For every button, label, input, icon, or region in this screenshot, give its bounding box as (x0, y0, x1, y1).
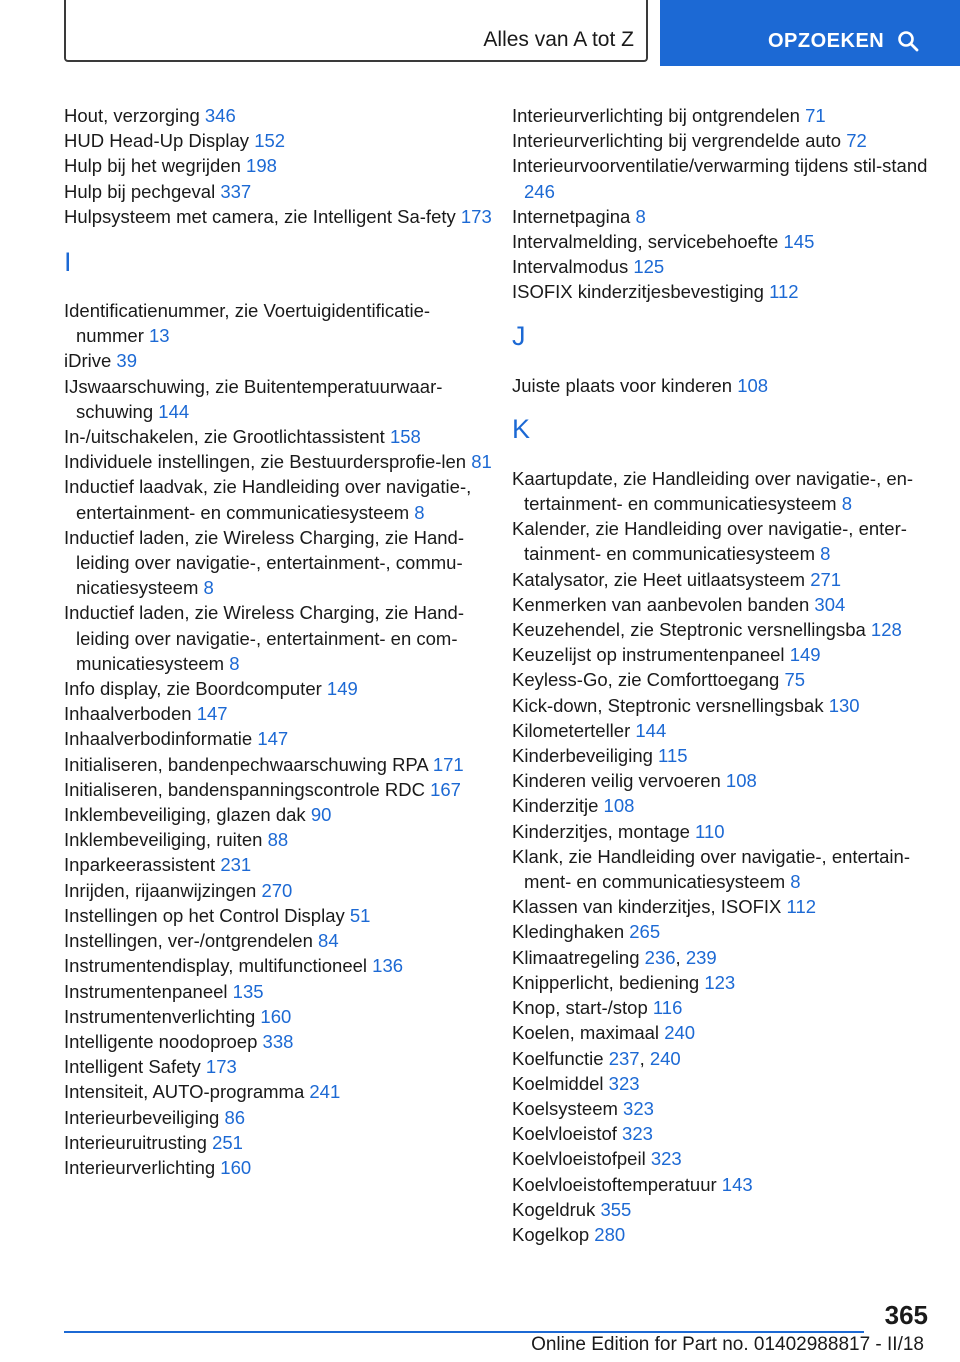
index-entry (64, 128, 494, 153)
search-icon (897, 30, 919, 52)
index-entry-text: IJswaarschuwing, zie Buitentemperatuurwaar-schuwing (64, 375, 443, 422)
footer-divider (64, 1331, 864, 1333)
index-entry (64, 752, 494, 777)
page-reference-link[interactable]: 125 (633, 256, 665, 278)
index-entry-text: Kledinghaken (512, 921, 625, 943)
page-reference-link[interactable]: 8 (229, 652, 240, 674)
index-entry (64, 1155, 494, 1180)
index-entry (512, 1222, 932, 1247)
index-entry (512, 768, 932, 793)
index-entry (512, 567, 932, 592)
page-reference-link[interactable]: 143 (721, 1173, 753, 1195)
page-reference-link[interactable]: 13 (149, 325, 170, 347)
page-reference-link[interactable]: 147 (196, 703, 228, 725)
index-entry-text: Inklembeveiliging, ruiten (64, 829, 263, 851)
index-entry (512, 617, 932, 642)
index-entry-text: Interieuruitrusting (64, 1131, 207, 1153)
index-letter-heading: K (512, 413, 531, 444)
index-entry-text: Hulp bij pechgeval (64, 180, 216, 202)
index-entry (512, 466, 932, 516)
index-entry-text: Interieurverlichting bij ontgrendelen (512, 105, 800, 126)
index-entry (64, 1105, 494, 1130)
page-reference-link[interactable]: 160 (260, 1005, 292, 1027)
page-reference-link[interactable]: 8 (820, 543, 831, 565)
index-entry-text: Klank, zie Handleiding over navigatie-, entertain-ment- en communicatiesysteem (512, 845, 910, 893)
index-entry-text: Initialiseren, bandenspanningscontrole RDC (64, 778, 425, 800)
index-entry-text: Internetpagina (512, 205, 631, 227)
index-letter-heading: I (64, 247, 72, 278)
index-entry (64, 1004, 494, 1029)
page-reference-link[interactable]: 246 (524, 180, 555, 202)
index-column-left (64, 103, 494, 1180)
page-reference-link[interactable]: 173 (460, 205, 492, 227)
index-entry (512, 894, 932, 919)
index-entry (64, 525, 494, 601)
page-reference-link[interactable]: 110 (695, 820, 725, 842)
page-reference-link[interactable]: 130 (828, 694, 860, 716)
page-reference-link[interactable]: 158 (389, 426, 421, 448)
page-reference-link[interactable]: 90 (310, 804, 332, 826)
index-entry-text: Inklembeveiliging, glazen dak (64, 804, 306, 826)
page-reference-link[interactable]: 108 (725, 770, 757, 792)
page-reference-link[interactable]: 337 (220, 180, 252, 202)
page-reference-link[interactable]: 75 (784, 669, 806, 691)
page-reference-link[interactable]: 236 (644, 946, 676, 968)
index-entry (64, 676, 494, 701)
index-entry-text: Interieurverlichting bij vergrendelde auto (512, 130, 842, 152)
index-entry (64, 204, 494, 229)
index-entry (512, 592, 932, 617)
index-entry (512, 1071, 932, 1096)
page-reference-link[interactable]: 135 (232, 980, 264, 1002)
index-entry (512, 516, 932, 566)
index-entry-text: Klimaatregeling (512, 946, 640, 968)
page-reference-link[interactable]: 173 (205, 1056, 237, 1078)
page-reference-link[interactable]: 123 (704, 971, 736, 993)
index-column-right (512, 103, 932, 1247)
index-entry-text: Intervalmelding, servicebehoefte (512, 231, 779, 253)
page-reference-link[interactable]: 86 (224, 1106, 246, 1128)
index-entry (512, 204, 932, 229)
page-reference-link[interactable]: 116 (652, 997, 683, 1019)
index-entry (64, 103, 494, 128)
page-reference-link[interactable]: 71 (805, 105, 826, 126)
page-reference-link[interactable]: 231 (220, 854, 252, 876)
page-reference-link[interactable]: 237 (608, 1047, 640, 1069)
index-entry-text: Koelvloeistof (512, 1123, 617, 1145)
index-entry (64, 153, 494, 178)
index-entry-text: iDrive (64, 350, 112, 372)
index-entry (512, 229, 932, 254)
index-entry-text: Inhaalverboden (64, 703, 192, 725)
index-entry-text: Inductief laden, zie Wireless Charging, zie Hand-leiding over navigatie-, entertainment- en com-municatiesysteem (64, 602, 464, 674)
footer-edition: Online Edition for Part no. 01402988817 - II/18 (531, 1334, 924, 1355)
index-entry (512, 693, 932, 718)
index-entry-text: Intelligente noodoproep (64, 1030, 258, 1052)
index-entry (512, 642, 932, 667)
page-reference-link[interactable]: 198 (246, 155, 277, 177)
index-entry (64, 802, 494, 827)
index-entry (64, 600, 494, 676)
index-entry (64, 903, 494, 928)
index-entry-text: Hulpsysteem met camera, zie Intelligent Sa-fety (64, 205, 456, 227)
index-entry-text: Individuele instellingen, zie Bestuurdersprofie-len (64, 451, 467, 473)
index-entry-text: Katalysator, zie Heet uitlaatsysteem (512, 568, 806, 590)
page-reference-link[interactable]: 81 (471, 451, 492, 473)
page-number: 365 (884, 1300, 928, 1330)
index-entry-text: In-/uitschakelen, zie Grootlichtassistent (64, 426, 385, 448)
index-entry (64, 852, 494, 877)
index-entry-text: Knipperlicht, bediening (512, 971, 700, 993)
index-entry-text: Interieurvoorventilatie/verwarming tijdens stil-stand (512, 155, 928, 177)
index-entry (64, 179, 494, 204)
index-letter-heading: J (512, 320, 526, 351)
index-entry (512, 373, 932, 398)
search-button-label: OPZOEKEN (768, 30, 885, 52)
index-entry (64, 1029, 494, 1054)
index-entry (512, 793, 932, 818)
index-entry-text: Koelen, maximaal (512, 1022, 660, 1044)
page-reference-link[interactable]: 280 (594, 1223, 626, 1245)
index-entry (512, 919, 932, 944)
index-entry (512, 128, 932, 153)
index-entry-text: HUD Head-Up Display (64, 130, 250, 152)
index-entry-text: Koelvloeistofpeil (512, 1148, 646, 1170)
page-reference-link[interactable]: 145 (783, 231, 815, 253)
index-entry (64, 1079, 494, 1104)
index-entry-text: Koelmiddel (512, 1072, 604, 1094)
index-entry-text: Kalender, zie Handleiding over navigatie-, enter-tainment- en communicatiesysteem (512, 518, 907, 565)
index-entry-text: Instrumentendisplay, multifunctioneel (64, 955, 368, 977)
index-entry-text: Intelligent Safety (64, 1056, 201, 1078)
index-entry-text: Inparkeerassistent (64, 854, 216, 876)
index-entry-text: Instellingen op het Control Display (64, 904, 345, 926)
index-entry-text: Inhaalverbodinformatie (64, 728, 253, 750)
index-entry (64, 348, 494, 373)
page-reference-link[interactable]: 136 (372, 955, 404, 977)
page-reference-link[interactable]: 149 (326, 678, 358, 700)
index-entry (512, 718, 932, 743)
page-reference-link[interactable]: 241 (309, 1081, 341, 1103)
page-reference-link[interactable]: 323 (650, 1148, 682, 1170)
index-entry (512, 153, 932, 203)
page-reference-link[interactable]: 108 (737, 374, 769, 396)
index-entry-text: Kogelkop (512, 1223, 590, 1245)
index-entry (64, 979, 494, 1004)
page-reference-link[interactable]: 8 (414, 501, 425, 523)
index-entry-text: Kenmerken van aanbevolen banden (512, 593, 810, 615)
index-entry (64, 474, 494, 524)
index-entry (64, 701, 494, 726)
page-reference-link[interactable]: 240 (649, 1047, 681, 1069)
page-reference-link[interactable]: 323 (622, 1123, 653, 1145)
index-entry (512, 1020, 932, 1045)
index-entry-text: Initialiseren, bandenpechwaarschuwing RPA (64, 753, 428, 775)
index-entry-text: Interieurbeveiliging (64, 1106, 220, 1128)
page-reference-link[interactable]: 8 (203, 577, 214, 599)
index-entry-text: Info display, zie Boordcomputer (64, 678, 322, 700)
index-entry: Koelfunctie 237, 240 (512, 1047, 681, 1069)
index-entry-text: Kick-down, Steptronic versnellingsbak (512, 694, 824, 716)
index-entry-text: Koelsysteem (512, 1097, 618, 1119)
page-reference-link[interactable]: 304 (814, 593, 846, 615)
index-entry (512, 995, 932, 1020)
index-entry: Klimaatregeling 236, 239 (512, 946, 717, 968)
page-reference-link[interactable]: 271 (810, 568, 842, 590)
page-reference-link[interactable]: 8 (790, 871, 801, 893)
page-reference-link[interactable]: 51 (349, 904, 371, 926)
index-entry-text: Instrumentenpaneel (64, 980, 228, 1002)
index-entry-text: Knop, start-/stop (512, 997, 648, 1019)
top-navigation (0, 0, 960, 66)
page-reference-link[interactable]: 112 (786, 896, 817, 918)
page-reference-link[interactable]: 240 (664, 1022, 696, 1044)
index-entry-text: Klassen van kinderzitjes, ISOFIX (512, 896, 782, 918)
page-reference-link[interactable]: 8 (841, 493, 853, 515)
index-entry-text: ISOFIX kinderzitjesbevestiging (512, 281, 764, 303)
index-entry (512, 254, 932, 279)
index-entry-text: Kogeldruk (512, 1198, 596, 1220)
page-reference-link[interactable]: 167 (430, 778, 461, 800)
index-entry-text: Kinderen veilig vervoeren (512, 770, 721, 792)
page-reference-link[interactable]: 323 (623, 1097, 654, 1119)
index-entry (512, 1197, 932, 1222)
index-entry-text: Hout, verzorging (64, 105, 200, 126)
index-entry-text: Inductief laden, zie Wireless Charging, zie Hand-leiding over navigatie-, entertainment-, commu-nicatiesysteem (64, 526, 464, 599)
index-entry (512, 1146, 932, 1171)
page-reference-link[interactable]: 108 (603, 795, 635, 817)
index-entry-text: Koelvloeistoftemperatuur (512, 1173, 717, 1195)
index-entry (64, 1054, 494, 1079)
search-button[interactable] (660, 0, 960, 66)
index-entry-text: Keuzehendel, zie Steptronic versnellingsba (512, 619, 866, 641)
index-entry (64, 374, 494, 424)
index-entry (64, 726, 494, 751)
page-reference-link[interactable]: 152 (254, 130, 286, 152)
page-reference-link[interactable]: 323 (608, 1072, 640, 1094)
index-entry-text: Instellingen, ver-/ontgrendelen (64, 930, 313, 952)
index-entry (64, 878, 494, 903)
index-entry-text: Intensiteit, AUTO-programma (64, 1081, 305, 1103)
page-reference-link[interactable]: 346 (204, 105, 236, 126)
index-entry-text: Juiste plaats voor kinderen (512, 374, 733, 396)
index-entry (512, 667, 932, 692)
index-entry-text: Kinderbeveiliging (512, 745, 653, 767)
index-entry (64, 953, 494, 978)
index-entry (512, 103, 932, 128)
index-entry-text: Kilometerteller (512, 719, 631, 741)
page-reference-link[interactable]: 265 (629, 921, 661, 943)
page-reference-link[interactable]: 88 (267, 829, 289, 851)
page-reference-link[interactable]: 144 (635, 719, 667, 741)
index-entry (64, 1130, 494, 1155)
index-entry-text: Inductief laadvak, zie Handleiding over navigatie-, entertainment- en communicatiesysteem (64, 476, 472, 523)
page-reference-link[interactable]: 171 (432, 753, 464, 775)
page-reference-link[interactable]: 84 (318, 930, 339, 952)
index-entry (512, 1121, 932, 1146)
page-reference-link[interactable]: 144 (158, 400, 190, 422)
index-entry (64, 449, 494, 474)
index-entry-text: Hulp bij het wegrijden (64, 155, 241, 177)
page-reference-link[interactable]: 39 (116, 350, 137, 372)
index-entry (64, 777, 494, 802)
index-entry (512, 844, 932, 894)
page-reference-link[interactable]: 128 (870, 619, 902, 641)
page-reference-link[interactable]: 239 (685, 946, 717, 968)
index-entry-text: Keuzelijst op instrumentenpaneel (512, 644, 785, 666)
index-entry (64, 827, 494, 852)
index-entry-text: Interieurverlichting (64, 1156, 216, 1178)
index-entry (64, 424, 494, 449)
index-entry (512, 1172, 932, 1197)
index-entry (512, 1096, 932, 1121)
index-entry (512, 743, 932, 768)
index-entry-text: Koelfunctie (512, 1047, 604, 1069)
index-entry-text: Kinderzitje (512, 795, 599, 817)
page-reference-link[interactable]: 251 (212, 1131, 243, 1153)
index-entry-text: Inrijden, rijaanwijzingen (64, 879, 257, 901)
index-entry-text: Intervalmodus (512, 256, 629, 278)
page-reference-link[interactable]: 115 (658, 745, 688, 767)
index-entry (512, 970, 932, 995)
index-entry (64, 298, 494, 348)
tab-a-to-z-label: Alles van A tot Z (483, 28, 634, 51)
index-entry (512, 279, 932, 304)
page-reference-link[interactable]: 160 (220, 1156, 252, 1178)
index-entry-text: Instrumentenverlichting (64, 1005, 256, 1027)
index-entry-text: Kaartupdate, zie Handleiding over navigatie-, en-tertainment- en communicatiesysteem (512, 467, 914, 515)
tab-a-to-z[interactable] (64, 0, 648, 62)
index-entry-text: Kinderzitjes, montage (512, 820, 690, 842)
page-reference-link[interactable]: 149 (789, 644, 821, 666)
index-entry-text: Keyless-Go, zie Comforttoegang (512, 669, 780, 691)
page-reference-link[interactable]: 8 (635, 205, 646, 227)
index-entry (512, 819, 932, 844)
page-reference-link[interactable]: 355 (600, 1198, 632, 1220)
index-entry-text: Identificatienummer, zie Voertuigidentificatie-nummer (64, 300, 431, 347)
page-reference-link[interactable]: 112 (769, 281, 799, 303)
page-reference-link[interactable]: 270 (261, 879, 293, 901)
index-entry (64, 928, 494, 953)
page-reference-link[interactable]: 147 (257, 728, 289, 750)
page-reference-link[interactable]: 72 (846, 130, 867, 152)
page-reference-link[interactable]: 338 (262, 1030, 294, 1052)
